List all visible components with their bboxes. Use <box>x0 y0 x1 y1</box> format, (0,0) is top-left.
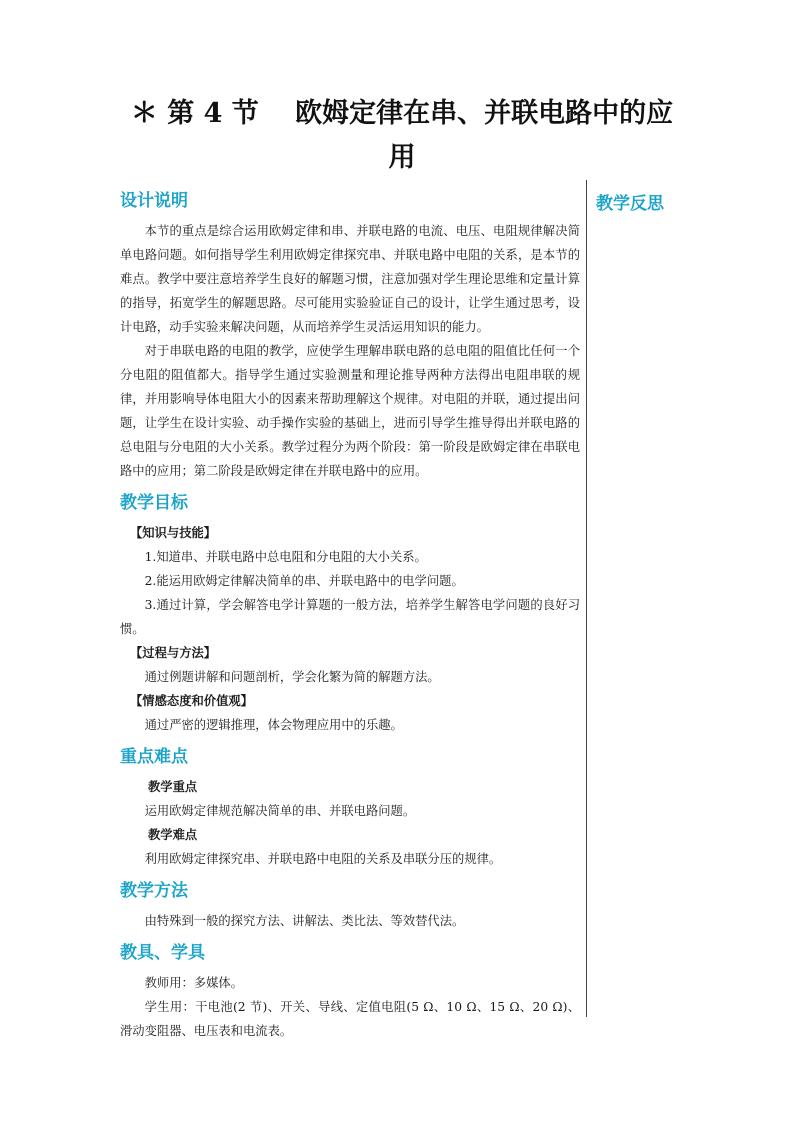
tools-teacher: 教师用：多媒体。 <box>144 976 243 990</box>
method-text: 由特殊到一般的探究方法、讲解法、类比法、等效替代法。 <box>144 914 465 928</box>
difficulty-text: 利用欧姆定律探究串、并联电路中电阻的关系及串联分压的规律。 <box>144 852 502 866</box>
section-heading-key: 重点难点 <box>120 747 188 767</box>
tools-student: 学生用：干电池(2 节)、开关、导线、定值电阻(5 Ω、10 Ω、15 Ω、20 Ω)、滑动变阻器、电压表和电流表。 <box>120 1000 580 1038</box>
page-title <box>112 92 692 180</box>
emotion-text: 通过严密的逻辑推理，体会物理应用中的乐趣。 <box>144 718 403 732</box>
main-column <box>120 189 580 1043</box>
knowledge-item-2: 2.能运用欧姆定律解决简单的串、并联电路中的电学问题。 <box>144 574 464 588</box>
title-line-2: 用 <box>388 142 416 173</box>
focus-label: 教学重点 <box>148 780 198 794</box>
title-line-1: ＊ 第 4 节 欧姆定律在串、并联电路中的应 <box>130 98 674 129</box>
section-heading-method: 教学方法 <box>120 881 188 901</box>
design-paragraph-1: 本节的重点是综合运用欧姆定律和串、并联电路的电流、电压、电阻规律解决简单电路问题。如何指导学生利用欧姆定律探究串、并联电路中电阻的关系，是本节的难点。教学中要注意培养学生良好的解题习惯，注意加强对学生理论思维和定量计算的指导，拓宽学生的解题思路。尽可能用实验验证自己的设计，让学生通过思考，设计电路，动手实验来解决问题，从而培养学生灵活运用知识的能力。 <box>120 224 580 334</box>
difficulty-label: 教学难点 <box>148 828 198 842</box>
emotion-label: 【情感态度和价值观】 <box>130 694 253 708</box>
section-heading-tools: 教具、学具 <box>120 943 205 963</box>
design-paragraph-2: 对于串联电路的电阻的教学，应使学生理解串联电路的总电阻的阻值比任何一个分电阻的阻值都大。指导学生通过实验测量和理论推导两种方法得出电阻串联的规律，并用影响导体电阻大小的因素来帮助理解这个规律。对电阻的并联，通过提出问题，让学生在设计实验、动手操作实验的基础上，进而引导学生推导得出并联电路的总电阻与分电阻的大小关系。教学过程分为两个阶段：第一阶段是欧姆定律在串联电路中的应用；第二阶段是欧姆定律在并联电路中的应用。 <box>120 344 580 478</box>
focus-text: 运用欧姆定律规范解决简单的串、并联电路问题。 <box>144 804 416 818</box>
knowledge-item-3: 3.通过计算，学会解答电学计算题的一般方法，培养学生解答电学问题的良好习惯。 <box>120 598 580 636</box>
column-divider <box>586 180 587 1017</box>
process-text: 通过例题讲解和问题剖析，学会化繁为简的解题方法。 <box>144 670 440 684</box>
section-heading-design: 设计说明 <box>120 191 188 211</box>
process-label: 【过程与方法】 <box>130 646 217 660</box>
section-heading-goals: 教学目标 <box>120 493 188 513</box>
knowledge-label: 【知识与技能】 <box>130 526 217 540</box>
side-heading-reflection: 教学反思 <box>596 194 664 214</box>
knowledge-item-1: 1.知道串、并联电路中总电阻和分电阻的大小关系。 <box>144 550 427 564</box>
